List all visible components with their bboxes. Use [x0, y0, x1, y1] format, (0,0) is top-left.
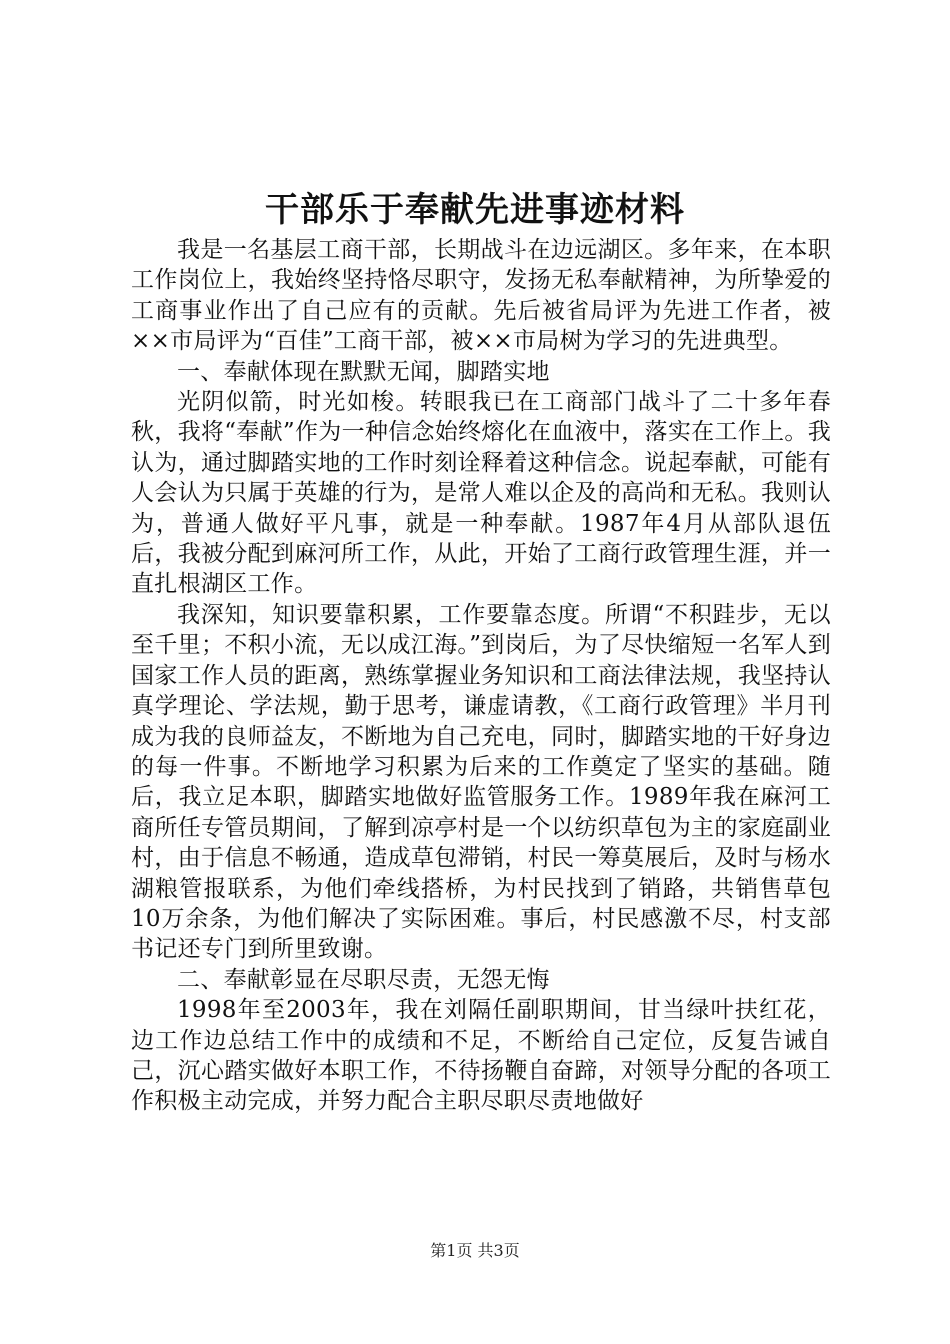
paragraph-intro: 我是一名基层工商干部，长期战斗在边远湖区。多年来，在本职工作岗位上，我始终坚持恪尽职守，发扬无私奉献精神，为所挚爱的工商事业作出了自己应有的贡献。先后被省局评为先进工作者，被××市局评为“百佳”工商干部，被××市局树为学习的先进典型。 [131, 237, 831, 355]
page-number-footer: 第1页 共3页 [430, 1241, 520, 1260]
document-title: 干部乐于奉献先进事迹材料 [265, 190, 685, 230]
paragraph-section-1-a: 光阴似箭，时光如梭。转眼我已在工商部门战斗了二十多年春秋，我将“奉献”作为一种信念始终熔化在血液中，落实在工作上。我认为，通过脚踏实地的工作时刻诠释着这种信念。说起奉献，可能有人会认为只属于英雄的行为，是常人难以企及的高尚和无私。我则认为，普通人做好平凡事，就是一种奉献。1987年4月从部队退伍后，我被分配到麻河所工作，从此，开始了工商行政管理生涯，并一直扎根湖区工作。 [131, 389, 831, 598]
document-body [131, 235, 831, 1117]
section-heading-1: 一、奉献体现在默默无闻，脚踏实地 [177, 358, 550, 385]
section-heading-2: 二、奉献彰显在尽职尽责，无怨无悔 [177, 966, 550, 993]
paragraph-section-2-a: 1998年至2003年，我在刘隔任副职期间，甘当绿叶扶红花，边工作边总结工作中的成绩和不足，不断给自己定位，反复告诫自己，沉心踏实做好本职工作，不待扬鞭自奋蹄，对领导分配的各项工作积极主动完成，并努力配合主职尽职尽责地做好 [131, 997, 831, 1115]
paragraph-section-1-b: 我深知，知识要靠积累，工作要靠态度。所谓“不积跬步，无以至千里；不积小流，无以成江海。”到岗后，为了尽快缩短一名军人到国家工作人员的距离，熟练掌握业务知识和工商法律法规，我坚持认真学理论、学法规，勤于思考，谦虚请教，《工商行政管理》半月刊成为我的良师益友，不断地为自己充电，同时，脚踏实地的干好身边的每一件事。不断地学习积累为后来的工作奠定了坚实的基础。随后，我立足本职，脚踏实地做好监管服务工作。1989年我在麻河工商所任专管员期间，了解到凉亭村是一个以纺织草包为主的家庭副业村，由于信息不畅通，造成草包滞销，村民一筹莫展后，及时与杨水湖粮管报联系，为他们牵线搭桥，为村民找到了销路，共销售草包10万余条，为他们解决了实际困难。事后，村民感激不尽，村支部书记还专门到所里致谢。 [131, 601, 831, 963]
